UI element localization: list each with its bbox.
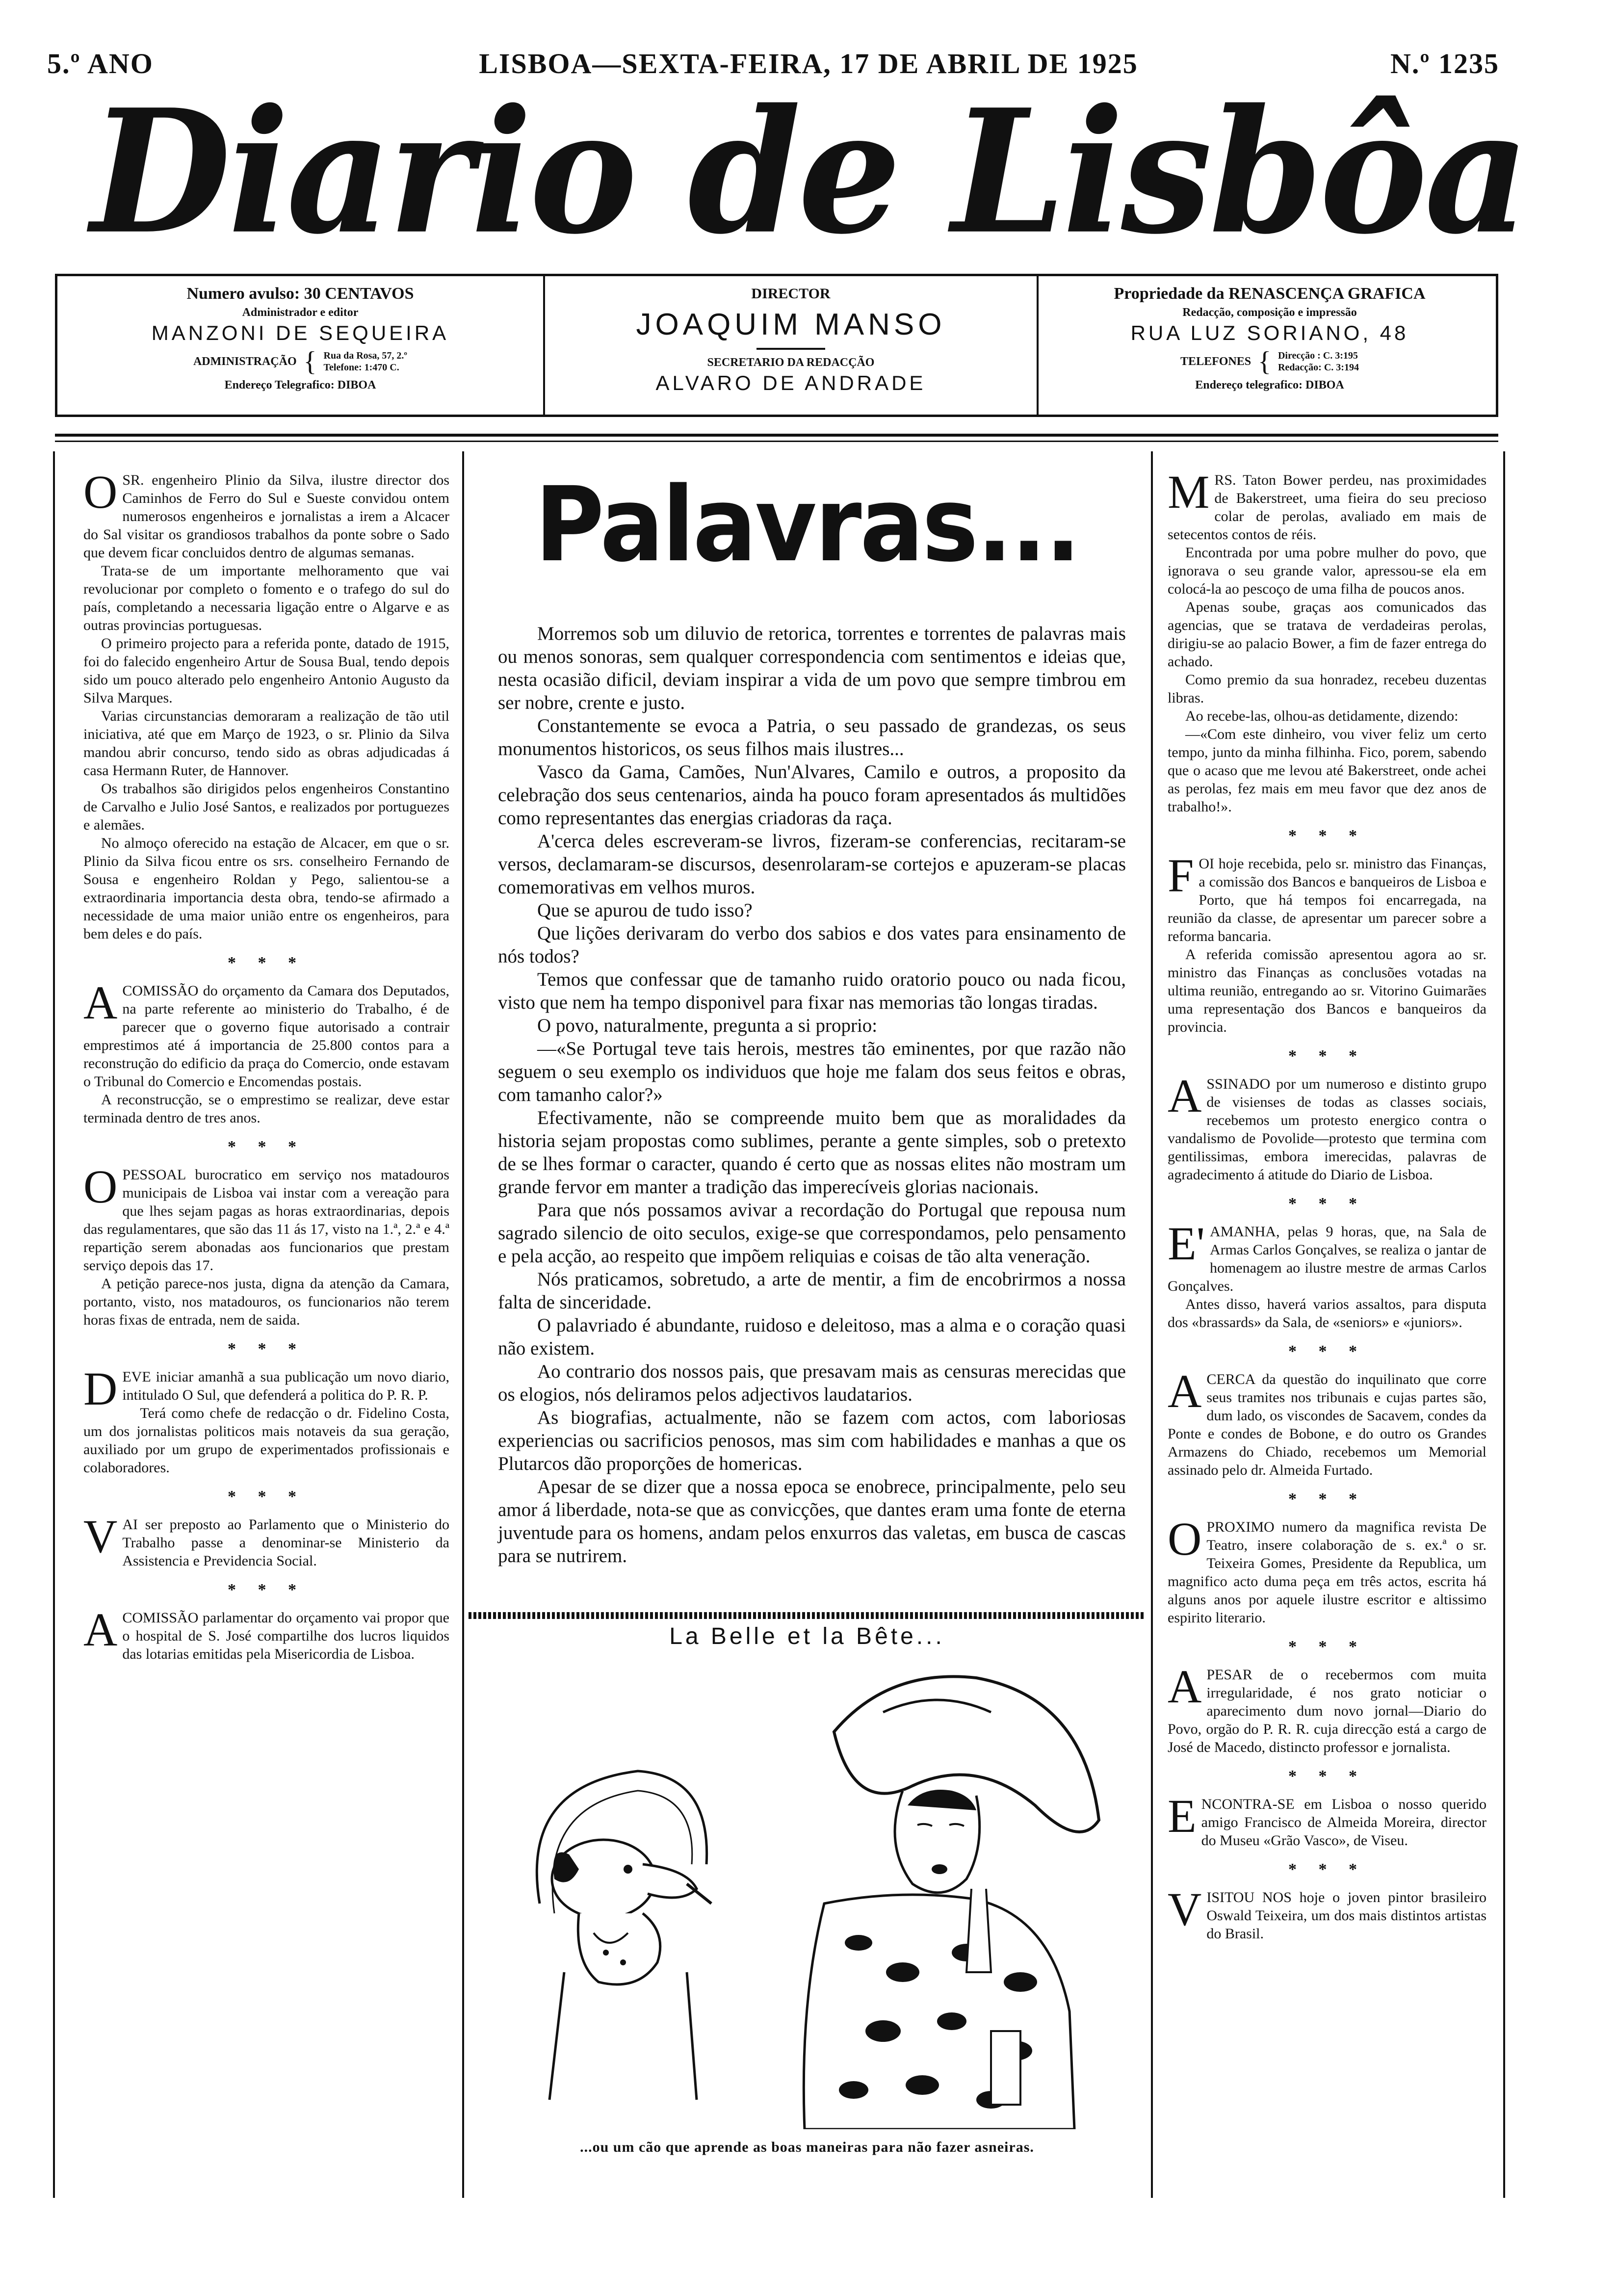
article-paragraph: Constantemente se evoca a Patria, o seu passado de grandezas, os seus monumentos historicos, os seus filhos mais ilustres... <box>498 715 1126 759</box>
brief-lead <box>1168 1790 1487 1850</box>
info-middle <box>543 276 1039 415</box>
drop-cap: A <box>83 976 118 1029</box>
article-paragraph: Morremos sob um diluvio de retorica, torrentes e torrentes de palavras mais ou menos sonoras, sem qualquer correspondencia com sentimentos e ideias que, nesta ocasião dificil, deviam inspirar a vida de um povo que sempre timbrou em ser nobre, crente e justo. <box>498 623 1126 713</box>
article-paragraph: O palavriado é abundante, ruidoso e deleitoso, mas a alma e o coração quasi não existem. <box>498 1315 1126 1359</box>
column-rule-1 <box>462 451 464 2198</box>
brief-lead-text: SR. engenheiro Plinio da Silva, ilustre director dos Caminhos de Ferro do Sul e Sueste convidou ontem numerosos engenheiros e jornalistas a irem a Alcacer do Sal visitar os grandiosos trabalhos da ponte sobre o Sado que devem ficar concluidos dentro de algumas semanas. <box>83 472 449 561</box>
newspaper-title: Diario de Lisbôa <box>90 72 1527 272</box>
drop-cap: A <box>1168 1365 1202 1417</box>
phone-direction: Direcção : C. 3:195 <box>1278 350 1358 361</box>
article-paragraph: Vasco da Gama, Camões, Nun'Alvares, Camilo e outros, a proposito da celebração dos seus centenarios, ainda ha pouco foram apresentados ás multidões como representantes das energias criadoras da raça. <box>498 761 1126 829</box>
dotted-divider <box>469 1612 1146 1619</box>
telegraph-address-left: Endereço Telegrafico: DIBOA <box>224 379 376 391</box>
brief-lead <box>1168 466 1487 544</box>
rule-top <box>55 434 1498 437</box>
brief-lead <box>1168 1070 1487 1184</box>
article-paragraph: —«Se Portugal teve tais herois, mestres tão eminentes, por que razão não seguem o seu exemplo os individuos que hoje me falam dos seus feitos e obras, com tamanho calor?» <box>498 1038 1126 1105</box>
left-column <box>83 466 449 1663</box>
drop-cap: D <box>83 1362 118 1415</box>
divider <box>756 348 825 350</box>
drop-cap: E <box>1168 1790 1197 1842</box>
article-title: Palavras... <box>535 465 1079 585</box>
brief-paragraph: O primeiro projecto para a referida ponte, datado de 1915, foi do falecido engenheiro Artur de Sousa Bual, tendo depois sido um pouco alterado pelo engenheiro Antonio Augusto da Silva Marques. <box>83 635 449 706</box>
brief-paragraph: Varias circunstancias demoraram a realização de tão util iniciativa, até que em Março de 1923, o sr. Plinio da Silva mandou abrir concurso, tendo sido as obras adjudicadas á casa Hermann Ruter, de Hannover. <box>83 708 449 779</box>
admin-name: MANZONI DE SEQUEIRA <box>151 321 449 344</box>
section-separator: * * * <box>1288 1047 1366 1065</box>
brief-lead-text: PESSOAL burocratico em serviço nos matadouros municipais de Lisboa vai instar com a vereação para que lhes sejam pagas as horas extraordinarias, depois das regulamentares, que são das 11 ás 17, visto na 1.ª, 2.ª e 4.ª repartição serem abonadas aos funcionarios que prestam serviço depois das 17. <box>83 1167 449 1274</box>
brief-paragraph: A referida comissão apresentou agora ao sr. ministro das Finanças as conclusões votadas na ultima reunião, entregando ao sr. Vitorino Guimarães uma representação dos Bancos e banqueiros da provincia. <box>1168 946 1487 1035</box>
article-paragraph: Temos que confessar que de tamanho ruido oratorio pouco ou nada ficou, visto que nem ha tempo disponivel para fixar nas memorias tão longas tiradas. <box>498 969 1126 1013</box>
article-paragraph: Que se apurou de tudo isso? <box>537 900 753 921</box>
drop-cap: O <box>83 1160 118 1213</box>
drop-cap: V <box>83 1510 118 1563</box>
dateline: LISBOA—SEXTA-FEIRA, 17 DE ABRIL DE 1925 <box>479 48 1138 79</box>
brief-paragraph: Terá como chefe de redacção o dr. Fidelino Costa, um dos jornalistas politicos mais notaveis da sua geração, auxiliado por um grupo de experimentados profissionais e colaboradores. <box>83 1405 449 1476</box>
brief-lead <box>1168 1883 1487 1943</box>
article-paragraph: Nós praticamos, sobretudo, a arte de mentir, a fim de encobrirmos a nossa falta de sinceridade. <box>498 1269 1126 1313</box>
brief-paragraph: Ao recebe-las, olhou-as detidamente, dizendo: <box>1185 708 1459 724</box>
section-separator: * * * <box>1288 1490 1366 1508</box>
brief-paragraph: Como premio da sua honradez, recebeu duzentas libras. <box>1168 672 1487 706</box>
dog-icon <box>552 1840 711 1984</box>
phone-redaction: Redacção: C. 3:194 <box>1278 362 1359 373</box>
section-separator: * * * <box>228 1340 305 1358</box>
article-paragraph: Que lições derivaram do verbo dos sabios e dos vates para ensinamento de nós todos? <box>498 923 1126 967</box>
cartoon-illustration <box>481 1658 1138 2129</box>
brief-lead-text: EVE iniciar amanhã a sua publicação um novo diario, intitulado O Sul, que defenderá a politica do P. R. P. <box>122 1369 449 1403</box>
drop-cap: V <box>1168 1883 1202 1935</box>
drop-cap: A <box>1168 1070 1202 1122</box>
brief-lead-text: RS. Taton Bower perdeu, nas proximidades de Bakerstreet, uma fieira do seu precioso colar de perolas, avaliado em mais de setecentos contos de réis. <box>1168 472 1487 543</box>
secretary-name: ALVARO DE ANDRADE <box>655 371 926 394</box>
article-paragraph: A'cerca deles escreveram-se livros, fizeram-se conferencias, recitaram-se versos, declamaram-se discursos, desenrolaram-se cortejos e apuzeram-se placas comemorativas em velhos muros. <box>498 831 1126 898</box>
brief-lead <box>83 1160 449 1275</box>
brief-lead-text: PESAR de o recebermos com muita irregularidade, é nos grato noticiar o aparecimento dum novo jornal—Diario do Povo, orgão do P. R. R. cuja direcção está a cargo de José de Macedo, distincto professor e jornalista. <box>1168 1667 1487 1755</box>
brief-lead-text: AMANHA, pelas 9 horas, que, na Sala de Armas Carlos Gonçalves, se realiza o jantar de homenagem ao ilustre mestre de armas Carlos Gonçalves. <box>1168 1224 1487 1294</box>
admin-label: Administrador e editor <box>242 306 359 319</box>
info-right <box>1039 276 1501 415</box>
phones-row: TELEFONES { Direcção : C. 3:195 Redacção: C. 3:194 <box>1180 346 1359 377</box>
rule-top-thin <box>55 441 1498 442</box>
section-separator: * * * <box>228 1487 305 1506</box>
section-separator: * * * <box>228 1581 305 1599</box>
drop-cap: E' <box>1168 1217 1205 1270</box>
administration-address: Rua da Rosa, 57, 2.º <box>323 350 408 361</box>
brief-lead <box>83 1362 449 1415</box>
section-separator: * * * <box>1288 1195 1366 1213</box>
woman-figure <box>804 1676 1099 2129</box>
brief-paragraph: Apenas soube, graças aos comunicados das agencias, que se tratava de verdadeiras perolas, dirigiu-se ao palacio Bower, a fim de fazer entrega do achado. <box>1168 599 1487 670</box>
brief-lead <box>83 1510 449 1570</box>
chair-leg-right <box>687 1972 697 2100</box>
brief-paragraph: No almoço oferecido na estação de Alcacer, em que o sr. Plinio da Silva ficou entre os srs. conselheiro Fernando de Sousa e engenheiro Roldan y Pego, salientou-se a extraordinaria importancia desta obra, tendo-se afirmado a necessidade de uma maior união entre os engenheiros, para bem deles e do país. <box>83 835 449 942</box>
drop-cap: O <box>83 466 118 518</box>
section-separator: * * * <box>228 954 305 972</box>
director-name: JOAQUIM MANSO <box>636 308 946 341</box>
article-paragraph: Para que nós possamos avivar a recordação do Portugal que repousa num sagrado silencio de oito seculos, exige-se que correspondamos, pelo pensamento e pela acção, ao respeito que impõem reliquias e coisas de tão alta veneração. <box>498 1200 1126 1267</box>
drop-cap: A <box>1168 1660 1202 1713</box>
masthead-info-box <box>55 274 1498 417</box>
brief-lead <box>83 466 449 562</box>
brief-lead-text: OI hoje recebida, pelo sr. ministro das Finanças, a comissão dos Bancos e banqueiros de Lisboa e Porto, que há tempos foi encarregada, na reunião da classe, de apresentar um parecer sobre a reforma bancaria. <box>1168 856 1487 944</box>
brief-paragraph: A reconstrucção, se o emprestimo se realizar, deve estar terminada dentro de tres anos. <box>83 1092 449 1126</box>
section-separator: * * * <box>228 1138 305 1156</box>
brief-lead <box>1168 1365 1487 1479</box>
price-line: Numero avulso: 30 CENTAVOS <box>186 285 414 303</box>
director-label: DIRECTOR <box>751 286 831 302</box>
info-left <box>57 276 543 415</box>
masthead <box>0 74 1617 280</box>
brief-lead-text: SSINADO por um numeroso e distinto grupo de visienses de todas as classes sociais, recebemos um protesto energico contra o vandalismo de Povolide—protesto que termina com gentilissimas, embora imerecidas, palavras de agradecimento á atitude do Diario de Lisboa. <box>1168 1076 1487 1183</box>
secretary-label: SECRETARIO DA REDACÇÃO <box>707 356 875 369</box>
brief-paragraph: —«Com este dinheiro, vou viver feliz um certo tempo, junto da minha filhinha. Fico, porem, sabendo que o acaso que me levou até Bakerstreet, onde achei as perolas, fez mais em meu favor que dez anos de trabalho!». <box>1168 726 1487 815</box>
section-separator: * * * <box>1288 1860 1366 1879</box>
administration-row: ADMINISTRAÇÃO { Rua da Rosa, 57, 2.º Telefone: 1:470 C. <box>193 346 408 377</box>
year-label: 5.º ANO <box>47 48 154 79</box>
raised-arm <box>966 1889 991 1972</box>
drop-cap: O <box>1168 1513 1202 1565</box>
telegraph-address-right: Endereço telegrafico: DIBOA <box>1195 379 1344 391</box>
issue-number: N.º 1235 <box>1390 48 1499 79</box>
brief-lead <box>1168 1513 1487 1627</box>
brief-lead <box>1168 1660 1487 1756</box>
brief-lead-text: COMISSÃO parlamentar do orçamento vai propor que o hospital de S. José compartilhe dos lucros liquidos das lotarias emitidas pela Misericordia de Lisboa. <box>122 1610 449 1662</box>
office-address: RUA LUZ SORIANO, 48 <box>1130 321 1409 344</box>
cartoon-title: La Belle et la Bête... <box>669 1623 945 1649</box>
article-paragraph: Apesar de se dizer que a nossa epoca se enobrece, principalmente, pelo seu amor á liberdade, nota-se que as convicções, que dantes eram uma fonte de eterna juventude para os homens, andam pelos enxurros das valetas, em busca de cascas para se nutrirem. <box>498 1476 1126 1566</box>
composition-line: Redacção, composição e impressão <box>1182 306 1357 319</box>
brief-lead-text: ISITOU NOS hoje o joven pintor brasileiro Oswald Teixeira, um dos mais distintos artistas do Brasil. <box>1206 1889 1487 1942</box>
section-separator: * * * <box>1288 827 1366 845</box>
brief-lead <box>83 976 449 1091</box>
article-paragraph: Ao contrario dos nossos pais, que presavam mais as censuras merecidas que os elogios, nós deliramos pelos adjectivos laudatarios. <box>498 1361 1126 1405</box>
lips <box>932 1864 947 1874</box>
drop-cap: A <box>83 1603 118 1656</box>
section-separator: * * * <box>1288 1638 1366 1656</box>
brief-paragraph: Antes disso, haverá varios assaltos, para disputa dos «brassards» da Sala, de «seniors» e «juniors». <box>1168 1296 1487 1331</box>
brief-lead <box>1168 1217 1487 1295</box>
brief-lead-text: NCONTRA-SE em Lisboa o nosso querido amigo Francisco de Almeida Moreira, director do Museu «Grão Vasco», de Viseu. <box>1201 1796 1487 1849</box>
administration-label: ADMINISTRAÇÃO <box>193 355 297 368</box>
brief-lead-text: PROXIMO numero da magnifica revista De Teatro, insere colaboração de s. ex.ª o sr. Teixeira Gomes, Presidente da Republica, um magnifico acto duma peça em três actos, escrita há alguns anos por aquele ilustre escritor e altissimo espirito literario. <box>1168 1519 1487 1626</box>
column-rule-2 <box>1151 451 1153 2198</box>
brief-lead-text: COMISSÃO do orçamento da Camara dos Deputados, na parte referente ao ministerio do Trabalho, é de parecer que o governo fique autorisado a contrair emprestimos até á importancia de 25.800 contos para a reconstrução do edificio da praça do Comercio, onde estavam o Tribunal do Comercio e Encomendas postais. <box>83 983 449 1090</box>
brief-lead-text: CERCA da questão do inquilinato que corre seus tramites nos tribunais e cujas partes são, dum lado, os viscondes de Sacavem, condes da Ponte e condes de Bobone, e do outro os Grandes Armazens do Chiado, recebemos um Memorial assinado pelo dr. Almeida Furtado. <box>1168 1371 1487 1478</box>
right-column <box>1168 466 1487 1943</box>
section-separator: * * * <box>1288 1342 1366 1360</box>
brief-paragraph: Trata-se de um importante melhoramento que vai revolucionar por completo o fomento e o trafego do sul do país, completando a necessaria ligação entre o Algarve e as outras provincias portuguesas. <box>83 563 449 633</box>
section-separator: * * * <box>1288 1767 1366 1785</box>
cartoon-caption: ...ou um cão que aprende as boas maneiras para não fazer asneiras. <box>580 2139 1034 2155</box>
brief-lead-text: AI ser preposto ao Parlamento que o Ministerio do Trabalho passe a denominar-se Ministerio da Assistencia e Previdencia Social. <box>122 1516 449 1569</box>
column-rule-right-edge <box>1503 451 1505 2198</box>
drop-cap: F <box>1168 849 1194 902</box>
article-body <box>498 622 1126 1567</box>
article-paragraph: O povo, naturalmente, pregunta a si proprio: <box>537 1015 878 1036</box>
brief-lead <box>83 1603 449 1663</box>
chair-leg-left <box>549 1972 564 2100</box>
brief-paragraph: Encontrada por uma pobre mulher do povo, que ignorava o seu grande valor, apressou-se ela em colocá-la ao pescoço de uma filha de poucos anos. <box>1168 545 1487 597</box>
drop-cap: M <box>1168 466 1210 518</box>
administration-phone: Telefone: 1:470 C. <box>323 362 399 373</box>
article-paragraph: As biografias, actualmente, não se fazem com actos, com laboriosas experiencias ou sacrificios penosos, mas sim com habilidades e manhas a que os Plutarcos dão proporções de homericas. <box>498 1407 1126 1474</box>
brief-paragraph: Os trabalhos são dirigidos pelos engenheiros Constantino de Carvalho e Julio José Santos, e realizados por portuguezes e alemães. <box>83 781 449 833</box>
brief-lead <box>1168 849 1487 945</box>
property-line: Propriedade da RENASCENÇA GRAFICA <box>1114 285 1426 303</box>
article-paragraph: Efectivamente, não se compreende muito bem que as moralidades da historia sejam propostas como sublimes, perante a gente simples, sob o pretexto de se lhes formar o caracter, quando é certo que as nossas elites não mostram um grande fervor em manter a tradição das imperecíveis glorias nacionais. <box>498 1107 1126 1198</box>
brief-paragraph: A petição parece-nos justa, digna da atenção da Camara, portanto, visto, nos matadouros, os funcionarios não terem horas fixas de entrada, nem de saida. <box>83 1276 449 1328</box>
column-rule-left-edge <box>53 451 55 2198</box>
phones-label: TELEFONES <box>1180 355 1252 368</box>
glass <box>991 2031 1020 2105</box>
